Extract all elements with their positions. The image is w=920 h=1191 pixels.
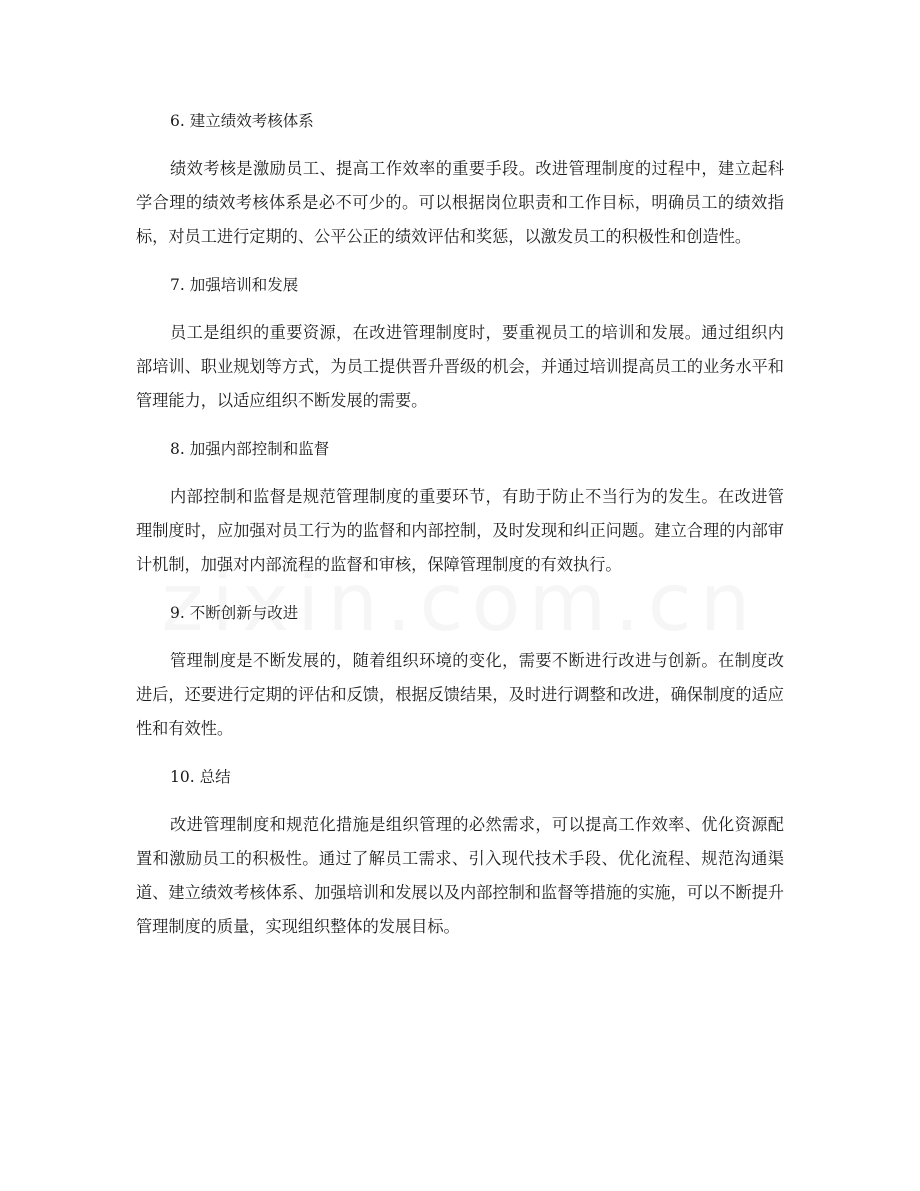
section-6 (136, 104, 784, 254)
section-9 (136, 596, 784, 746)
section-heading: 8. 加强内部控制和监督 (170, 440, 330, 458)
section-paragraph: 员工是组织的重要资源，在改进管理制度时，要重视员工的培训和发展。通过组织内部培训、职业规划等方式，为员工提供晋升晋级的机会，并通过培训提高员工的业务水平和管理能力，以适应组织不断发展的需要。 (136, 323, 784, 410)
section-8 (136, 432, 784, 582)
section-10 (136, 760, 784, 944)
section-heading: 10. 总结 (170, 768, 231, 786)
section-paragraph: 管理制度是不断发展的，随着组织环境的变化，需要不断进行改进与创新。在制度改进后，还要进行定期的评估和反馈，根据反馈结果，及时进行调整和改进，确保制度的适应性和有效性。 (136, 651, 784, 738)
document-body (136, 104, 784, 958)
section-heading: 7. 加强培训和发展 (170, 276, 299, 294)
section-paragraph: 内部控制和监督是规范管理制度的重要环节，有助于防止不当行为的发生。在改进管理制度时，应加强对员工行为的监督和内部控制，及时发现和纠正问题。建立合理的内部审计机制，加强对内部流程的监督和审核，保障管理制度的有效执行。 (136, 487, 784, 574)
section-paragraph: 绩效考核是激励员工、提高工作效率的重要手段。改进管理制度的过程中，建立起科学合理的绩效考核体系是必不可少的。可以根据岗位职责和工作目标，明确员工的绩效指标，对员工进行定期的、公平公正的绩效评估和奖惩，以激发员工的积极性和创造性。 (136, 159, 784, 246)
section-heading: 6. 建立绩效考核体系 (170, 112, 314, 130)
section-paragraph: 改进管理制度和规范化措施是组织管理的必然需求，可以提高工作效率、优化资源配置和激励员工的积极性。通过了解员工需求、引入现代技术手段、优化流程、规范沟通渠道、建立绩效考核体系、加强培训和发展以及内部控制和监督等措施的实施，可以不断提升管理制度的质量，实现组织整体的发展目标。 (136, 815, 784, 936)
section-7 (136, 268, 784, 418)
section-heading: 9. 不断创新与改进 (170, 604, 299, 622)
